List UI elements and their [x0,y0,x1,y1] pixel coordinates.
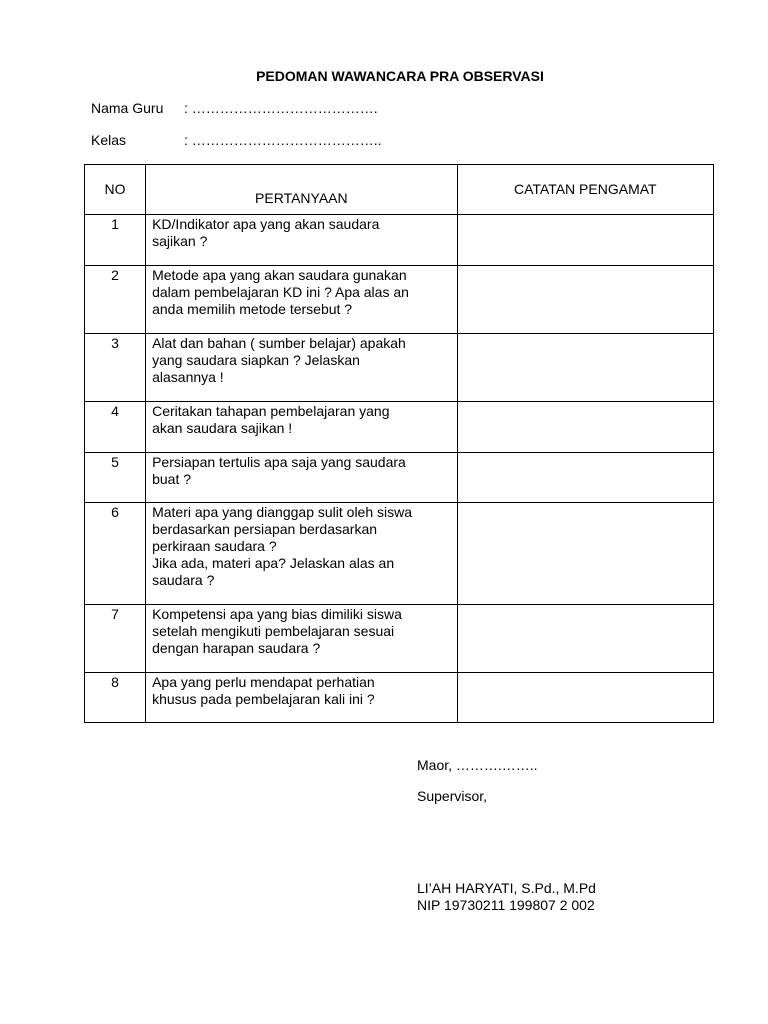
row-note[interactable] [457,673,713,723]
row-number: 4 [85,402,146,453]
row-note[interactable] [457,266,713,334]
kelas-label: Kelas [91,132,127,148]
row-number: 3 [85,334,146,402]
table-row [85,605,714,673]
row-number: 6 [85,503,146,605]
row-note[interactable] [457,402,713,453]
kelas-field [91,132,382,148]
signature-nip: NIP 19730211 199807 2 002 [417,897,595,913]
table-row [85,334,714,402]
nama-guru-value: : …………………………………. [184,100,378,116]
table-row [85,402,714,453]
row-number: 2 [85,266,146,334]
row-number: 7 [85,605,146,673]
document-title: PEDOMAN WAWANCARA PRA OBSERVASI [256,68,544,84]
row-note[interactable] [457,605,713,673]
row-question: Ceritakan tahapan pembelajaran yang akan saudara sajikan ! [146,402,457,453]
row-note[interactable] [457,453,713,503]
header-notes: CATATAN PENGAMAT [457,165,713,215]
kelas-value: : ………………………………….. [184,132,382,148]
row-note[interactable] [457,503,713,605]
row-note[interactable] [457,215,713,266]
table-row [85,266,714,334]
nama-guru-field [91,100,378,116]
row-question: Alat dan bahan ( sumber belajar) apakah yang saudara siapkan ? Jelaskan alasannya ! [146,334,457,402]
row-number: 5 [85,453,146,503]
table-header-row [85,165,714,215]
row-question: Apa yang perlu mendapat perhatian khusus pada pembelajaran kali ini ? [146,673,457,723]
signature-name: LI’AH HARYATI, S.Pd., M.Pd [417,880,596,896]
signature-place-date: Maor, ……….…….. [417,757,538,773]
row-question: Persiapan tertulis apa saja yang saudara buat ? [146,453,457,503]
header-no: NO [85,165,146,215]
table-row [85,215,714,266]
header-question: PERTANYAAN [146,165,457,215]
row-question: Kompetensi apa yang bias dimiliki siswa setelah mengikuti pembelajaran sesuai dengan harapan saudara ? [146,605,457,673]
row-note[interactable] [457,334,713,402]
interview-table [84,164,714,723]
table-row [85,503,714,605]
table-row [85,673,714,723]
table-row [85,453,714,503]
row-question: KD/Indikator apa yang akan saudara sajikan ? [146,215,457,266]
row-question: Metode apa yang akan saudara gunakan dalam pembelajaran KD ini ? Apa alas an anda memilih metode tersebut ? [146,266,457,334]
nama-guru-label: Nama Guru [91,100,164,116]
row-number: 8 [85,673,146,723]
row-number: 1 [85,215,146,266]
signature-role: Supervisor, [417,788,488,804]
row-question: Materi apa yang dianggap sulit oleh siswa berdasarkan persiapan berdasarkan perkiraan saudara ? Jika ada, materi apa? Jelaskan alas an saudara ? [146,503,457,605]
